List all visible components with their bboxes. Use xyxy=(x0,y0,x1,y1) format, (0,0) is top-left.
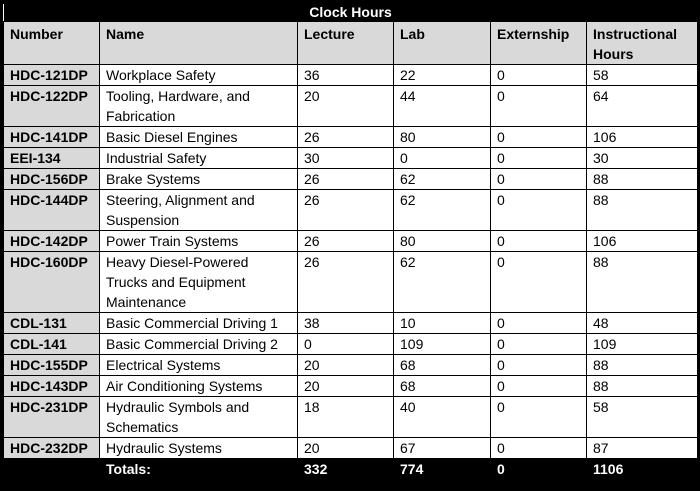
instructional-hours: 87 xyxy=(587,438,698,459)
instructional-hours: 88 xyxy=(587,169,698,190)
course-name: Heavy Diesel-Powered Trucks and Equipment Maintenance xyxy=(100,252,298,313)
course-number: HDC-121DP xyxy=(4,65,100,86)
lab-hours: 68 xyxy=(394,376,491,397)
lab-hours: 67 xyxy=(394,438,491,459)
lab-hours: 109 xyxy=(394,334,491,355)
course-number: HDC-122DP xyxy=(4,86,100,127)
lecture-hours: 20 xyxy=(298,355,394,376)
instructional-hours: 58 xyxy=(587,397,698,438)
lecture-hours: 20 xyxy=(298,376,394,397)
course-name: Hydraulic Systems xyxy=(100,438,298,459)
totals-instructional: 1106 xyxy=(587,459,698,490)
externship-hours: 0 xyxy=(491,127,587,148)
externship-hours: 0 xyxy=(491,334,587,355)
table-row xyxy=(4,334,698,355)
course-number: HDC-142DP xyxy=(4,231,100,252)
externship-hours: 0 xyxy=(491,148,587,169)
course-name: Basic Diesel Engines xyxy=(100,127,298,148)
instructional-hours: 88 xyxy=(587,376,698,397)
header-lab: Lab xyxy=(394,22,491,65)
externship-hours: 0 xyxy=(491,376,587,397)
header-instructional-line1: Instructional xyxy=(593,26,678,42)
lab-hours: 80 xyxy=(394,127,491,148)
lecture-hours: 26 xyxy=(298,252,394,313)
externship-hours: 0 xyxy=(491,65,587,86)
course-number: HDC-231DP xyxy=(4,397,100,438)
instructional-hours: 30 xyxy=(587,148,698,169)
course-name: Industrial Safety xyxy=(100,148,298,169)
course-number: CDL-141 xyxy=(4,334,100,355)
table-row xyxy=(4,65,698,86)
lecture-hours: 26 xyxy=(298,169,394,190)
instructional-hours: 88 xyxy=(587,252,698,313)
table-row xyxy=(4,252,698,313)
lecture-hours: 0 xyxy=(298,334,394,355)
lab-hours: 80 xyxy=(394,231,491,252)
course-name: Steering, Alignment and Suspension xyxy=(100,190,298,231)
externship-hours: 0 xyxy=(491,190,587,231)
instructional-hours: 109 xyxy=(587,334,698,355)
course-name: Electrical Systems xyxy=(100,355,298,376)
lab-hours: 44 xyxy=(394,86,491,127)
table-row xyxy=(4,127,698,148)
course-name: Workplace Safety xyxy=(100,65,298,86)
totals-lab: 774 xyxy=(394,459,491,490)
clock-hours-table xyxy=(3,4,698,490)
lecture-hours: 30 xyxy=(298,148,394,169)
course-name: Basic Commercial Driving 1 xyxy=(100,313,298,334)
lecture-hours: 36 xyxy=(298,65,394,86)
totals-label: Totals: xyxy=(100,459,298,490)
lecture-hours: 38 xyxy=(298,313,394,334)
header-name: Name xyxy=(100,22,298,65)
lecture-hours: 26 xyxy=(298,190,394,231)
table-row xyxy=(4,355,698,376)
course-number: HDC-144DP xyxy=(4,190,100,231)
table-title-row xyxy=(4,4,698,22)
lab-hours: 22 xyxy=(394,65,491,86)
totals-row xyxy=(4,459,698,490)
lecture-hours: 26 xyxy=(298,127,394,148)
lecture-hours: 18 xyxy=(298,397,394,438)
externship-hours: 0 xyxy=(491,438,587,459)
course-name: Power Train Systems xyxy=(100,231,298,252)
course-name: Air Conditioning Systems xyxy=(100,376,298,397)
totals-lecture: 332 xyxy=(298,459,394,490)
externship-hours: 0 xyxy=(491,231,587,252)
instructional-hours: 58 xyxy=(587,65,698,86)
lab-hours: 0 xyxy=(394,148,491,169)
totals-externship: 0 xyxy=(491,459,587,490)
lab-hours: 40 xyxy=(394,397,491,438)
externship-hours: 0 xyxy=(491,169,587,190)
course-number: HDC-160DP xyxy=(4,252,100,313)
instructional-hours: 106 xyxy=(587,127,698,148)
column-header-row xyxy=(4,22,698,65)
header-externship: Externship xyxy=(491,22,587,65)
table-row xyxy=(4,169,698,190)
course-name: Brake Systems xyxy=(100,169,298,190)
course-name: Tooling, Hardware, and Fabrication xyxy=(100,86,298,127)
lecture-hours: 20 xyxy=(298,438,394,459)
course-name: Hydraulic Symbols and Schematics xyxy=(100,397,298,438)
table-row xyxy=(4,376,698,397)
header-lecture: Lecture xyxy=(298,22,394,65)
course-number: HDC-232DP xyxy=(4,438,100,459)
header-instructional-line2: Hours xyxy=(593,46,634,62)
table-row xyxy=(4,438,698,459)
course-number: HDC-156DP xyxy=(4,169,100,190)
header-instructional-hours xyxy=(587,22,698,65)
lab-hours: 10 xyxy=(394,313,491,334)
table-row xyxy=(4,86,698,127)
lab-hours: 68 xyxy=(394,355,491,376)
instructional-hours: 64 xyxy=(587,86,698,127)
totals-number-cell xyxy=(4,459,100,490)
table-row xyxy=(4,313,698,334)
externship-hours: 0 xyxy=(491,397,587,438)
lecture-hours: 26 xyxy=(298,231,394,252)
table-body xyxy=(4,65,698,490)
lab-hours: 62 xyxy=(394,169,491,190)
externship-hours: 0 xyxy=(491,252,587,313)
course-name: Basic Commercial Driving 2 xyxy=(100,334,298,355)
course-number: HDC-141DP xyxy=(4,127,100,148)
instructional-hours: 106 xyxy=(587,231,698,252)
course-number: EEI-134 xyxy=(4,148,100,169)
lab-hours: 62 xyxy=(394,190,491,231)
externship-hours: 0 xyxy=(491,86,587,127)
instructional-hours: 88 xyxy=(587,355,698,376)
lab-hours: 62 xyxy=(394,252,491,313)
table-row xyxy=(4,190,698,231)
course-number: HDC-143DP xyxy=(4,376,100,397)
table-row xyxy=(4,231,698,252)
externship-hours: 0 xyxy=(491,313,587,334)
course-number: HDC-155DP xyxy=(4,355,100,376)
header-number: Number xyxy=(4,22,100,65)
table-title: Clock Hours xyxy=(4,4,698,22)
table-row xyxy=(4,148,698,169)
course-number: CDL-131 xyxy=(4,313,100,334)
instructional-hours: 88 xyxy=(587,190,698,231)
table-row xyxy=(4,397,698,438)
externship-hours: 0 xyxy=(491,355,587,376)
instructional-hours: 48 xyxy=(587,313,698,334)
lecture-hours: 20 xyxy=(298,86,394,127)
